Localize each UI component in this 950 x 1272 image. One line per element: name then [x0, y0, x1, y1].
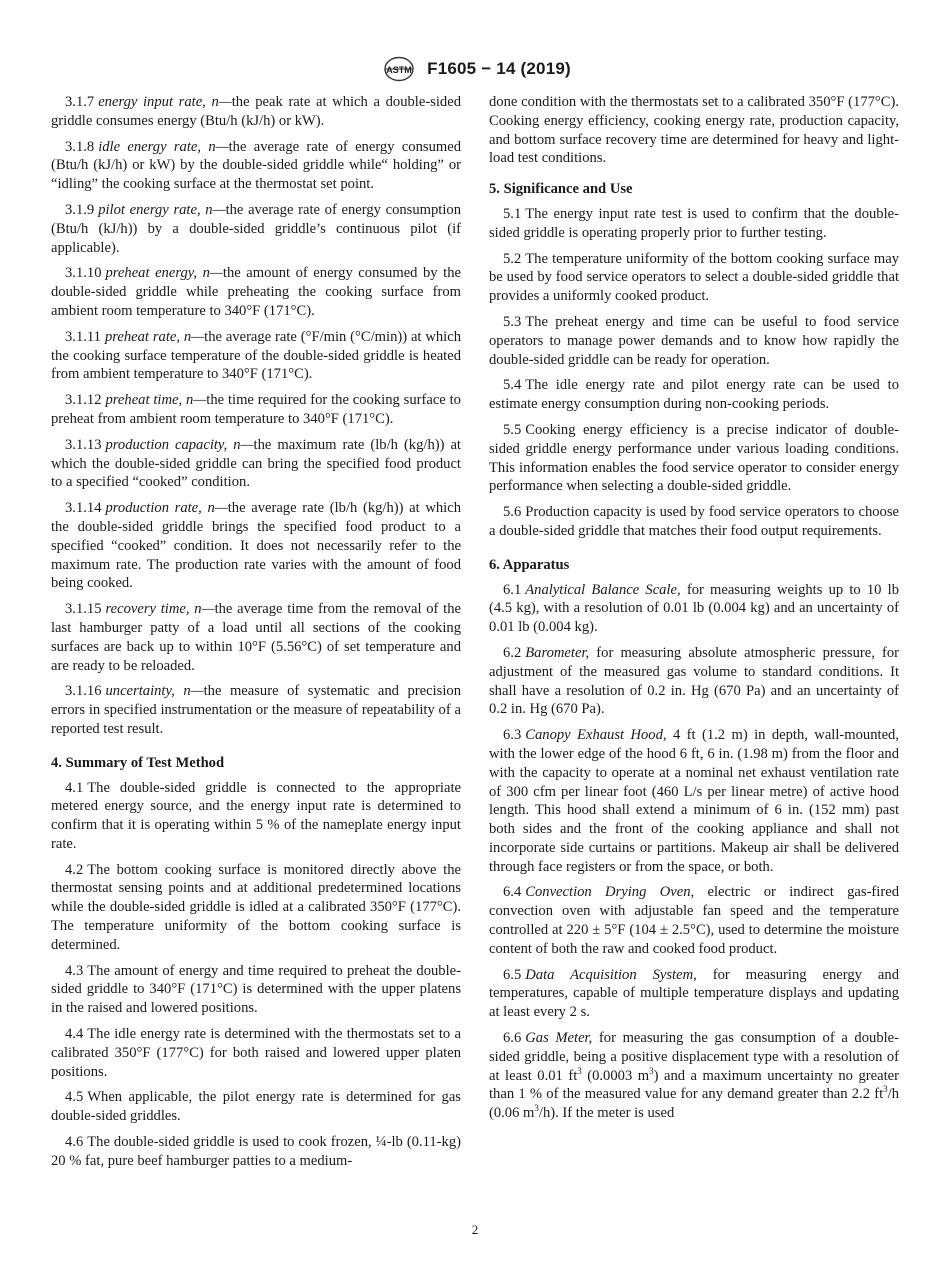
- paragraph-text: The double-sided griddle is connected to the appropriate metered energy source, and the energy input rate is determined to confirm that it is operating within 5 % of the nameplate energy input rate.: [51, 779, 461, 852]
- definition-term: recovery time, n—: [105, 601, 215, 618]
- definition-term: preheat time, n—: [105, 392, 207, 409]
- paragraph-number: 3.1.10: [65, 265, 102, 282]
- superscript: 3: [883, 1084, 888, 1095]
- definition-term: energy input rate, n—: [98, 94, 232, 110]
- paragraph-text: the time required for the cooking surface to preheat from ambient room temperature to 340°F (171°C).: [51, 392, 461, 427]
- paragraph-text: /h). If the meter is used: [538, 1105, 675, 1122]
- apparatus-term: Canopy Exhaust Hood,: [525, 727, 667, 744]
- paragraph-text: (0.0003 m: [581, 1067, 650, 1084]
- section-paragraph: [51, 779, 461, 854]
- superscript: 3: [534, 1103, 539, 1114]
- paragraph-number: 3.1.16: [65, 683, 102, 700]
- paragraph-number: 6.6: [503, 1030, 522, 1047]
- continuation-paragraph: done condition with the thermostats set to a calibrated 350°F (177°C). Cooking energy efficiency, cooking energy rate, production capacity, and bottom surface recovery time are determined for heavy and light-load test conditions.: [489, 94, 899, 167]
- paragraph-number: 3.1.7: [65, 94, 95, 110]
- paragraph-text: the average rate of energy consumed (Btu/h (kJ/h) or kW) by the double-sided griddle while“ holding” or “idling” the cooking surface at the thermostat set point.: [51, 138, 461, 193]
- paragraph-number: 6.5: [503, 966, 522, 983]
- paragraph-number: 5.5: [503, 421, 522, 438]
- section-6-heading: 6. Apparatus: [489, 556, 570, 573]
- paragraph-number: 4.6: [65, 1134, 84, 1151]
- paragraph-text: Cooking energy efficiency is a precise indicator of double-sided griddle energy performance under various loading conditions. This information enables the food service operator to consider energy performance when selecting a double-sided griddle.: [489, 421, 899, 495]
- paragraph-text: 4 ft (1.2 m) in depth, wall-mounted, with the lower edge of the hood 6 ft, 6 in. (1.98 m) from the floor and with the capacity to operate at a nominal net exhaust ventilation rate of 300 cfm per linear foot (460 L/s per linear metre) of active hood length. This hood shall extend a minimum of 6 in. (152 mm) past both sides and the front of the cooking appliance and shall not incorporate side curtains or partitions. Makeup air shall be delivered through face registers or from the space, or both.: [489, 727, 899, 875]
- apparatus-term: Data Acquisition System,: [525, 966, 697, 983]
- section-paragraph: [489, 966, 899, 1022]
- section-paragraph: [489, 421, 899, 496]
- paragraph-number: 3.1.13: [65, 436, 102, 453]
- apparatus-term: Barometer,: [525, 644, 590, 661]
- section-paragraph: [489, 376, 899, 414]
- section-6-body: [489, 581, 899, 1023]
- apparatus-term: Analytical Balance Scale,: [525, 581, 681, 598]
- paragraph-number: 4.5: [65, 1089, 84, 1106]
- definition-paragraph: [51, 328, 461, 384]
- section-4-heading: 4. Summary of Test Method: [51, 754, 225, 771]
- paragraph-number: 4.2: [65, 861, 84, 878]
- paragraph-number: 6.1: [503, 581, 522, 598]
- section-paragraph: [51, 962, 461, 1018]
- paragraph-text: the maximum rate (lb/h (kg/h)) at which the double-sided griddle can bring the specified food product to a specified “cooked” condition.: [51, 436, 461, 491]
- definition-paragraph: [51, 600, 461, 675]
- paragraph-text: The double-sided griddle is used to cook frozen, ¼-lb (0.11-kg) 20 % fat, pure beef hamburger patties to a medium-: [51, 1134, 461, 1169]
- paragraph-text: /h (0.06 m: [489, 1086, 899, 1122]
- paragraph-text: for measuring weights up to 10 lb (4.5 kg), with a resolution of 0.01 lb (0.004 kg) and an uncertainty of 0.01 lb (0.004 kg).: [489, 581, 899, 636]
- paragraph-number: 6.3: [503, 727, 522, 744]
- paragraph-number: 3.1.11: [65, 328, 101, 345]
- section-paragraph: [489, 644, 899, 719]
- section-paragraph: [51, 861, 461, 955]
- page-number: 2: [471, 1222, 479, 1237]
- section-paragraph: [489, 205, 899, 243]
- definition-term: preheat rate, n—: [104, 328, 205, 345]
- paragraph-text: The amount of energy and time required to preheat the double-sided griddle to 340°F (171°C) is determined with the upper platens in the raised and lowered positions.: [51, 962, 461, 1017]
- paragraph-number: 3.1.15: [65, 601, 102, 618]
- section-4-body: [51, 779, 461, 1171]
- page-header: [0, 56, 950, 82]
- paragraph-number: 5.6: [503, 504, 522, 521]
- paragraph-number: 6.2: [503, 644, 522, 661]
- paragraph-text: for measuring the gas consumption of a double-sided griddle, being a positive displacement type with a resolution of at least 0.01 ft: [489, 1030, 900, 1084]
- definition-term: production rate, n—: [105, 500, 228, 517]
- paragraph-text: Production capacity is used by food service operators to choose a double-sided griddle that matches their food output requirements.: [489, 504, 899, 539]
- paragraph-number: 3.1.14: [65, 500, 102, 517]
- definition-term: production capacity, n—: [105, 436, 254, 453]
- definition-paragraph: [51, 391, 461, 429]
- section-paragraph: [51, 1133, 461, 1171]
- document-id: F1605 − 14 (2019): [427, 59, 571, 78]
- paragraph-text: the average rate (°F/min (°C/min)) at which the cooking surface temperature of the double-sided griddle is heated from ambient temperature to 340°F (171°C).: [51, 328, 461, 383]
- paragraph-text: the average rate (lb/h (kg/h)) at which the double-sided griddle brings the specified food product to a specified “cooked” condition. It does not necessarily refer to the maximum rate. The production rate varies with the amount of food being cooked.: [51, 500, 461, 592]
- paragraph-text: for measuring energy and temperatures, capable of multiple temperature displays and updating at least every 2 s.: [489, 966, 900, 1021]
- paragraph-text: The temperature uniformity of the bottom cooking surface may be used by food service operators to select a double-sided griddle that provides a uniformly cooked product.: [489, 250, 899, 305]
- paragraph-text: the peak rate at which a double-sided griddle consumes energy (Btu/h (kJ/h) or kW).: [51, 94, 461, 129]
- paragraph-text: The idle energy rate and pilot energy rate can be used to estimate energy consumption during non-cooking periods.: [489, 377, 899, 413]
- paragraph-text: The preheat energy and time can be useful to food service operators to manage power demands and to know how rapidly the double-sided griddle can be ready for operation.: [489, 313, 899, 368]
- left-column: [51, 93, 461, 1178]
- paragraph-number: 5.4: [503, 377, 522, 394]
- definitions-list: [51, 93, 461, 739]
- section-paragraph: [51, 1088, 461, 1126]
- paragraph-text: the measure of systematic and precision errors in specified instrumentation or the measure of repeatability of a reported test result.: [51, 683, 461, 737]
- section-paragraph: [489, 726, 899, 876]
- right-column: [489, 93, 899, 1130]
- paragraph-number: 4.1: [65, 779, 84, 796]
- paragraph-number: 3.1.12: [65, 392, 102, 409]
- section-5-heading: 5. Significance and Use: [489, 181, 633, 198]
- paragraph-text: The bottom cooking surface is monitored directly above the thermostat sensing points and at additional predetermined locations while the double-sided griddle is idled at a calibrated 350°F (177°C). The temperature uniformity of the bottom cooking surface is determined.: [51, 861, 461, 953]
- definition-term: uncertainty, n—: [105, 683, 204, 700]
- svg-text:ASTM: ASTM: [386, 65, 412, 75]
- apparatus-term: Convection Drying Oven,: [525, 884, 695, 901]
- paragraph-number: 5.2: [503, 250, 522, 267]
- paragraph-number: 6.4: [503, 884, 522, 901]
- definition-paragraph: [51, 264, 461, 320]
- section-paragraph: [489, 581, 899, 637]
- section-paragraph: [489, 250, 899, 306]
- superscript: 3: [577, 1065, 582, 1076]
- definition-paragraph: [51, 138, 461, 194]
- apparatus-term: Gas Meter,: [525, 1030, 593, 1047]
- superscript: 3: [649, 1065, 654, 1076]
- definition-paragraph: [51, 436, 461, 492]
- section-paragraph: [489, 503, 899, 541]
- paragraph-6-6: [489, 1029, 899, 1123]
- definition-paragraph: [51, 201, 461, 257]
- paragraph-text: The idle energy rate is determined with the thermostats set to a calibrated 350°F (177°C) for both raised and lowered upper platen positions.: [51, 1026, 461, 1080]
- paragraph-text: the average rate of energy consumption (Btu/h (kJ/h)) by a double-sided griddle’s continuous pilot (if applicable).: [51, 201, 461, 256]
- paragraph-number: 3.1.8: [65, 138, 95, 155]
- astm-logo-icon: [379, 56, 419, 82]
- paragraph-number: 4.4: [65, 1026, 84, 1043]
- paragraph-text: the amount of energy consumed by the double-sided griddle while preheating the cooking surface from ambient room temperature to 340°F (171°C).: [51, 265, 461, 319]
- paragraph-text: ) and a maximum uncertainty no greater than 1 % of the measured value for any demand greater than 2.2 ft: [489, 1067, 899, 1103]
- paragraph-number: 5.1: [503, 205, 522, 222]
- paragraph-text: the average time from the removal of the last hamburger patty of a load until all sections of the cooking surfaces are back up to within 10°F (5.56°C) of set temperature and are ready to be reloaded.: [51, 601, 461, 674]
- section-paragraph: [489, 883, 899, 958]
- definition-paragraph: [51, 93, 461, 131]
- paragraph-number: 4.3: [65, 962, 84, 979]
- paragraph-text: electric or indirect gas-fired convection oven with adjustable fan speed and the temperature controlled at 220 ± 5°F (104 ± 2.5°C), used to determine the moisture content of both the raw and cooked food product.: [489, 884, 899, 957]
- definition-term: pilot energy rate, n—: [98, 201, 226, 218]
- section-paragraph: [489, 313, 899, 369]
- definition-paragraph: [51, 499, 461, 593]
- paragraph-text: for measuring absolute atmospheric pressure, for adjustment of the measured gas volume to standard conditions. It shall have a resolution of 0.2 in. Hg (670 Pa) and an uncertainty of 0.2 in. Hg (670 Pa).: [489, 644, 899, 718]
- paragraph-text: When applicable, the pilot energy rate is determined for gas double-sided griddles.: [51, 1089, 461, 1125]
- paragraph-text: The energy input rate test is used to confirm that the double-sided griddle is operating properly prior to further testing.: [489, 205, 899, 241]
- section-5-body: [489, 205, 899, 541]
- paragraph-number: 3.1.9: [65, 201, 95, 218]
- definition-term: preheat energy, n—: [105, 265, 223, 282]
- section-paragraph: [51, 1025, 461, 1081]
- definition-paragraph: [51, 682, 461, 738]
- definition-term: idle energy rate, n—: [98, 138, 229, 155]
- paragraph-number: 5.3: [503, 313, 522, 330]
